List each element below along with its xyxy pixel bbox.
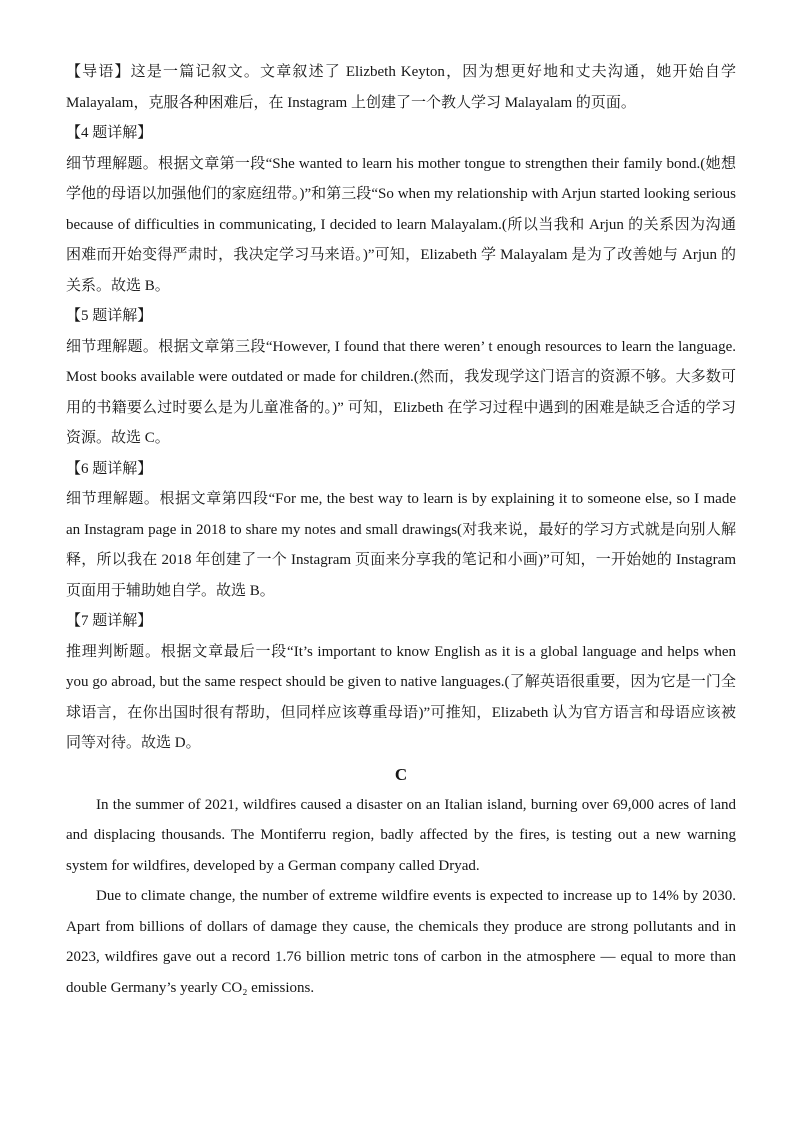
- section-4-body: 细节理解题。根据文章第一段“She wanted to learn his mother tongue to strengthen their family bond.(她想学他的母语以加强他们的家庭纽带。)”和第三段“So when my relationship with Arjun started looking serious because of difficulties in communicating, I decided to learn Malayalam.(所以当我和 Arjun 的关系因为沟通困难而开始变得严肃时，我决定学习马来语。)”可知，Elizabeth 学 Malayalam 是为了改善她与 Arjun 的关系。故选 B。: [66, 155, 736, 294]
- section-5-heading: 【5 题详解】: [66, 308, 153, 324]
- section-4-heading: 【4 题详解】: [66, 125, 153, 141]
- section-7-heading: 【7 题详解】: [66, 613, 153, 629]
- passage-c-paragraph-1: In the summer of 2021, wildfires caused a disaster on an Italian island, burning over 69,000 acres of land and displacing thousands. The Montiferru region, badly affected by the fires, is testing out a new warning system for wildfires, developed by a German company called Dryad.: [66, 796, 736, 874]
- intro-paragraph: 【导语】这是一篇记叙文。文章叙述了 Elizbeth Keyton，因为想更好地和丈夫沟通，她开始自学 Malayalam，克服各种困难后，在 Instagram 上创建了一个教人学习 Malayalam 的页面。: [66, 64, 736, 111]
- section-5-body: 细节理解题。根据文章第三段“However, I found that there weren’ t enough resources to learn the language. Most books available were outdated or made for children.(然而，我发现学这门语言的资源不够。大多数可用的书籍要么过时要么是为儿童准备的。)” 可知，Elizbeth 在学习过程中遇到的困难是缺乏合适的学习资源。故选 C。: [66, 338, 736, 446]
- section-6-heading: 【6 题详解】: [66, 460, 153, 477]
- passage-c-paragraph-2: Due to climate change, the number of extreme wildfire events is expected to increase up to 14% by 2030. Apart from billions of dollars of damage they cause, the chemicals they produce are strong pollutants and in 2023, wildfires gave out a record 1.76 billion metric tons of carbon in the atmosphere — equal to more than double Germany’s yearly CO₂ emissions.: [66, 888, 736, 996]
- passage-c-heading: C: [394, 764, 408, 784]
- section-6-body: 细节理解题。根据文章第四段“For me, the best way to learn is by explaining it to someone else, so I made an Instagram page in 2018 to share my notes and small drawings(对我来说，最好的学习方式就是向别人解释，所以我在 2018 年创建了一个 Instagram 页面来分享我的笔记和小画)”可知，一开始她的 Instagram 页面用于辅助她自学。故选 B。: [66, 491, 736, 599]
- section-7-body: 推理判断题。根据文章最后一段“It’s important to know English as it is a global language and helps when you go abroad, but the same respect should be given to native languages.(了解英语很重要，因为它是一门全球语言，在你出国时很有帮助，但同样应该尊重母语)”可推知，Elizabeth 认为官方语言和母语应该被同等对待。故选 D。: [66, 643, 736, 751]
